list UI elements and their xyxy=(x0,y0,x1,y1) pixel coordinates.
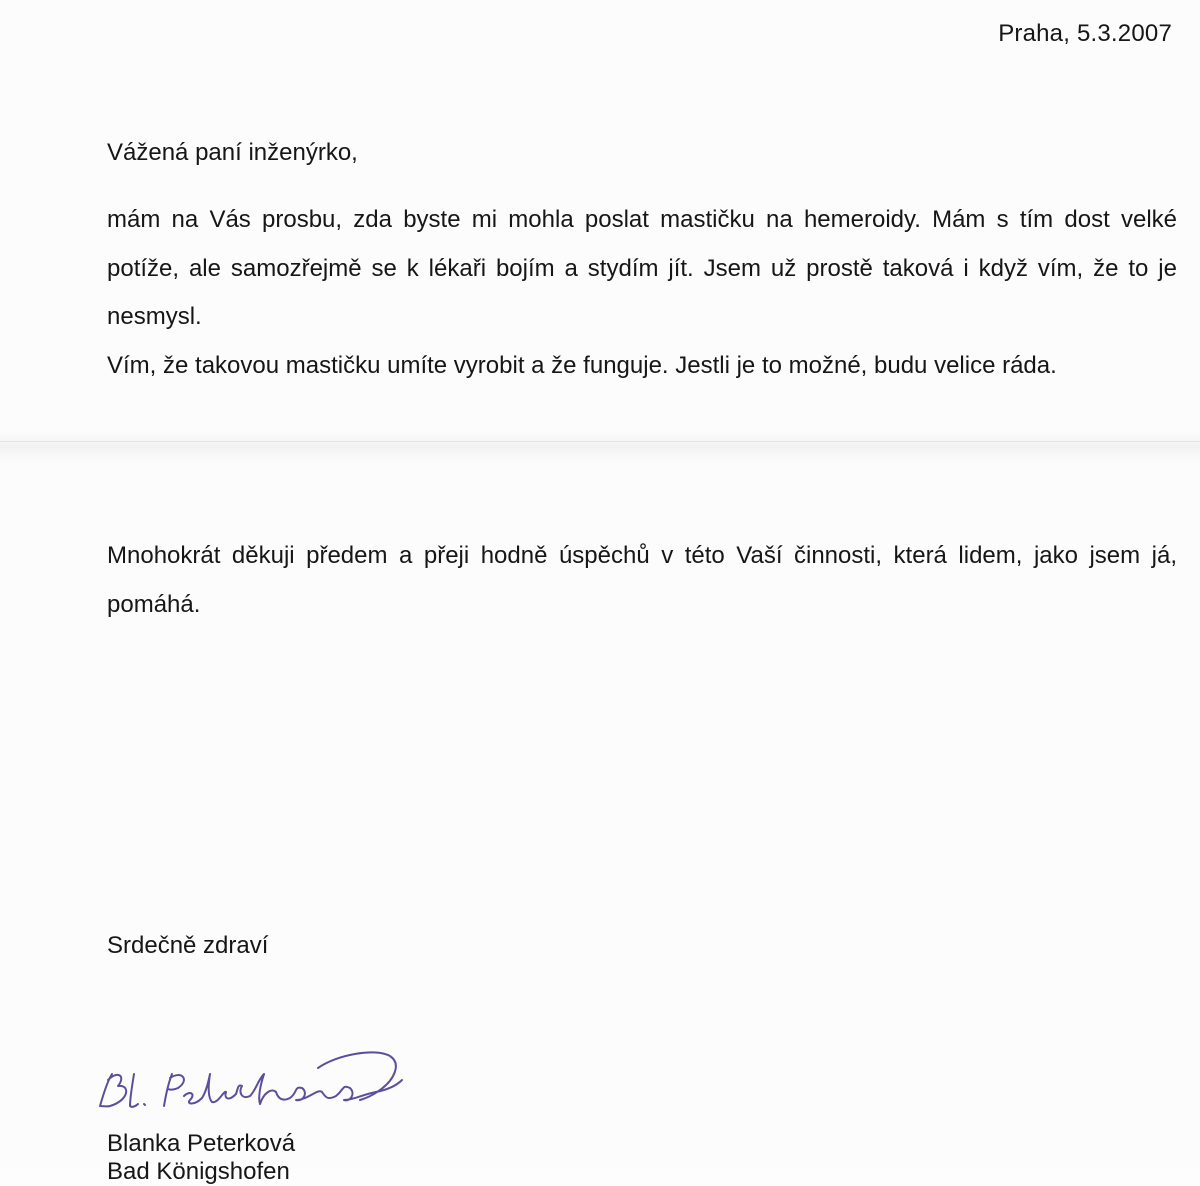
salutation: Vážená paní inženýrko, xyxy=(107,139,358,166)
sender-address-line: Bad Königshofen xyxy=(107,1158,290,1185)
paper-fold-line xyxy=(0,441,1200,442)
letter-date: Praha, 5.3.2007 xyxy=(998,20,1172,47)
body-paragraph-1 xyxy=(107,196,1177,390)
closing-line: Srdečně zdraví xyxy=(107,932,269,959)
body-paragraph-1-sentence-b: Vím, že takovou mastičku umíte vyrobit a že funguje. Jestli je to možné, budu velice ráda. xyxy=(107,351,1057,379)
sender-name: Blanka Peterková xyxy=(107,1130,296,1157)
handwritten-signature xyxy=(86,1040,416,1122)
paper-fold-shadow xyxy=(0,430,1200,464)
body-paragraph-2: Mnohokrát děkuji předem a přeji hodně úspěchů v této Vaší činnosti, která lidem, jako jsem já, pomáhá. xyxy=(107,542,1177,618)
body-paragraph-1-sentence-a: mám na Vás prosbu, zda byste mi mohla poslat mastičku na hemeroidy. Mám s tím dost velké potíže, ale samozřejmě se k lékaři bojím a stydím jít. Jsem už prostě taková i když vím, že to je nesmysl. xyxy=(107,206,1177,330)
